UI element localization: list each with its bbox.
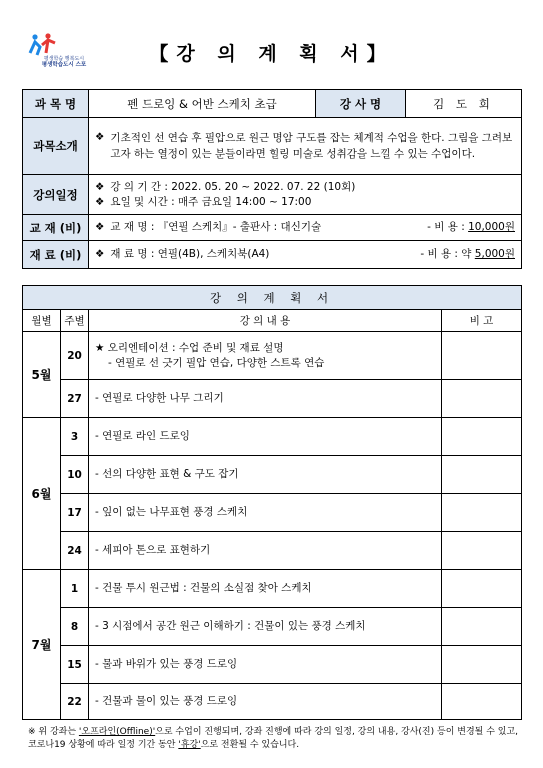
- week-cell: 10: [61, 456, 89, 494]
- logo-line1: 평생학습 행복도시: [43, 56, 85, 62]
- diamond-bullet-icon: ❖: [95, 221, 105, 233]
- col-content-header: 강 의 내 용: [89, 310, 442, 332]
- schedule-time: 요일 및 시간 : 매주 금요일 14:00 ~ 17:00: [110, 195, 312, 208]
- week-cell: 17: [61, 494, 89, 532]
- textbook-text: 교 재 명 : 『연필 스케치』- 출판사 : 대신기술: [110, 221, 322, 233]
- table-row: [23, 494, 522, 532]
- info-table: [22, 89, 522, 269]
- table-row: [23, 532, 522, 570]
- intro-text: 기초적인 선 연습 후 필압으로 원근 명암 구도를 잡는 체계적 수업을 한다. 그림을 그려보고자 하는 열정이 있는 분들이라면 힐링 미술로 성취감을 느낄 수 있는 수업이다.: [110, 132, 513, 160]
- logo-line2: 평생학습도시 스포: [41, 62, 87, 68]
- material-cost: 5,000원: [474, 248, 515, 260]
- content-cell: - 건물과 물이 있는 풍경 드로잉: [89, 684, 442, 720]
- week-cell: 1: [61, 570, 89, 608]
- col-month-header: 월별: [23, 310, 61, 332]
- note-cell: [442, 494, 522, 532]
- content-cell: [89, 332, 442, 380]
- content-line: - 연필로 선 긋기 필압 연습, 다양한 스트록 연습: [108, 356, 325, 369]
- col-week-header: 주별: [61, 310, 89, 332]
- week-cell: 15: [61, 646, 89, 684]
- textbook-cost-label: - 비 용 :: [427, 221, 465, 233]
- content-cell: - 세피아 톤으로 표현하기: [89, 532, 442, 570]
- footnote-closure: '휴강': [178, 740, 201, 750]
- material-label: 재 료 (비): [23, 241, 89, 269]
- month-july: 7월: [23, 570, 61, 720]
- content-cell: - 선의 다양한 표현 & 구도 잡기: [89, 456, 442, 494]
- note-cell: [442, 532, 522, 570]
- note-cell: [442, 570, 522, 608]
- textbook-label: 교 재 (비): [23, 215, 89, 241]
- table-row: [23, 646, 522, 684]
- content-cell: - 잎이 없는 나무표현 풍경 스케치: [89, 494, 442, 532]
- schedule-label: 강의일정: [23, 175, 89, 215]
- content-cell: - 3 시점에서 공간 원근 이해하기 : 건물이 있는 풍경 스케치: [89, 608, 442, 646]
- footnote-mid: 으로 수업이 진행되며, 강좌 진행에 따라 강의 일정, 강의 내용, 강사(진) 등이 변경될 수 있고, 코로나19 상황에 따라 일정 기간 동안: [28, 727, 518, 750]
- instructor-value: 김 도 희: [406, 90, 522, 118]
- page-title: 【강 의 계 획 서】: [149, 43, 394, 65]
- note-cell: [442, 608, 522, 646]
- note-cell: [442, 684, 522, 720]
- content-cell: - 건물 투시 원근법 : 건물의 소실점 찾아 스케치: [89, 570, 442, 608]
- schedule-period: 강 의 기 간 : 2022. 05. 20 ~ 2022. 07. 22 (10회): [110, 180, 356, 193]
- week-cell: 3: [61, 418, 89, 456]
- week-cell: 22: [61, 684, 89, 720]
- intro-label: 과목소개: [23, 118, 89, 175]
- diamond-bullet-icon: ❖: [95, 195, 105, 208]
- subject-label: 과 목 명: [23, 90, 89, 118]
- note-cell: [442, 380, 522, 418]
- footnote-suffix: 으로 전환될 수 있습니다.: [200, 740, 300, 750]
- week-cell: 8: [61, 608, 89, 646]
- textbook-cell: [89, 215, 522, 241]
- footnote: [28, 726, 518, 752]
- content-line: ★ 오리엔테이션 : 수업 준비 및 재료 설명: [95, 341, 284, 354]
- table-row: [23, 418, 522, 456]
- table-row: [23, 380, 522, 418]
- textbook-cost: 10,000원: [468, 221, 515, 233]
- table-row: [23, 608, 522, 646]
- diamond-bullet-icon: ❖: [95, 248, 105, 260]
- note-cell: [442, 332, 522, 380]
- content-cell: - 연필로 다양한 나무 그리기: [89, 380, 442, 418]
- table-row: [23, 570, 522, 608]
- table-row: [23, 684, 522, 720]
- content-cell: - 물과 바위가 있는 풍경 드로잉: [89, 646, 442, 684]
- table-row: [23, 332, 522, 380]
- table-row: [23, 456, 522, 494]
- note-cell: [442, 418, 522, 456]
- material-cell: [89, 241, 522, 269]
- week-cell: 20: [61, 332, 89, 380]
- plan-table: [22, 285, 522, 720]
- instructor-label: 강 사 명: [316, 90, 406, 118]
- diamond-bullet-icon: ❖: [95, 131, 105, 143]
- material-cost-label: - 비 용 : 약: [420, 248, 472, 260]
- intro-cell: [89, 118, 522, 175]
- plan-section-title: 강 의 계 획 서: [23, 286, 522, 310]
- material-text: 재 료 명 : 연필(4B), 스케치북(A4): [110, 248, 270, 260]
- note-cell: [442, 646, 522, 684]
- week-cell: 24: [61, 532, 89, 570]
- subject-value: 펜 드로잉 & 어반 스케치 초급: [89, 90, 316, 118]
- week-cell: 27: [61, 380, 89, 418]
- footnote-prefix: ※ 위 강좌는: [28, 727, 79, 737]
- month-may: 5월: [23, 332, 61, 418]
- note-cell: [442, 456, 522, 494]
- month-june: 6월: [23, 418, 61, 570]
- schedule-cell: [89, 175, 522, 215]
- col-note-header: 비 고: [442, 310, 522, 332]
- diamond-bullet-icon: ❖: [95, 180, 105, 193]
- content-cell: - 연필로 라인 드로잉: [89, 418, 442, 456]
- footnote-offline: '오프라인(Offline)': [78, 727, 156, 737]
